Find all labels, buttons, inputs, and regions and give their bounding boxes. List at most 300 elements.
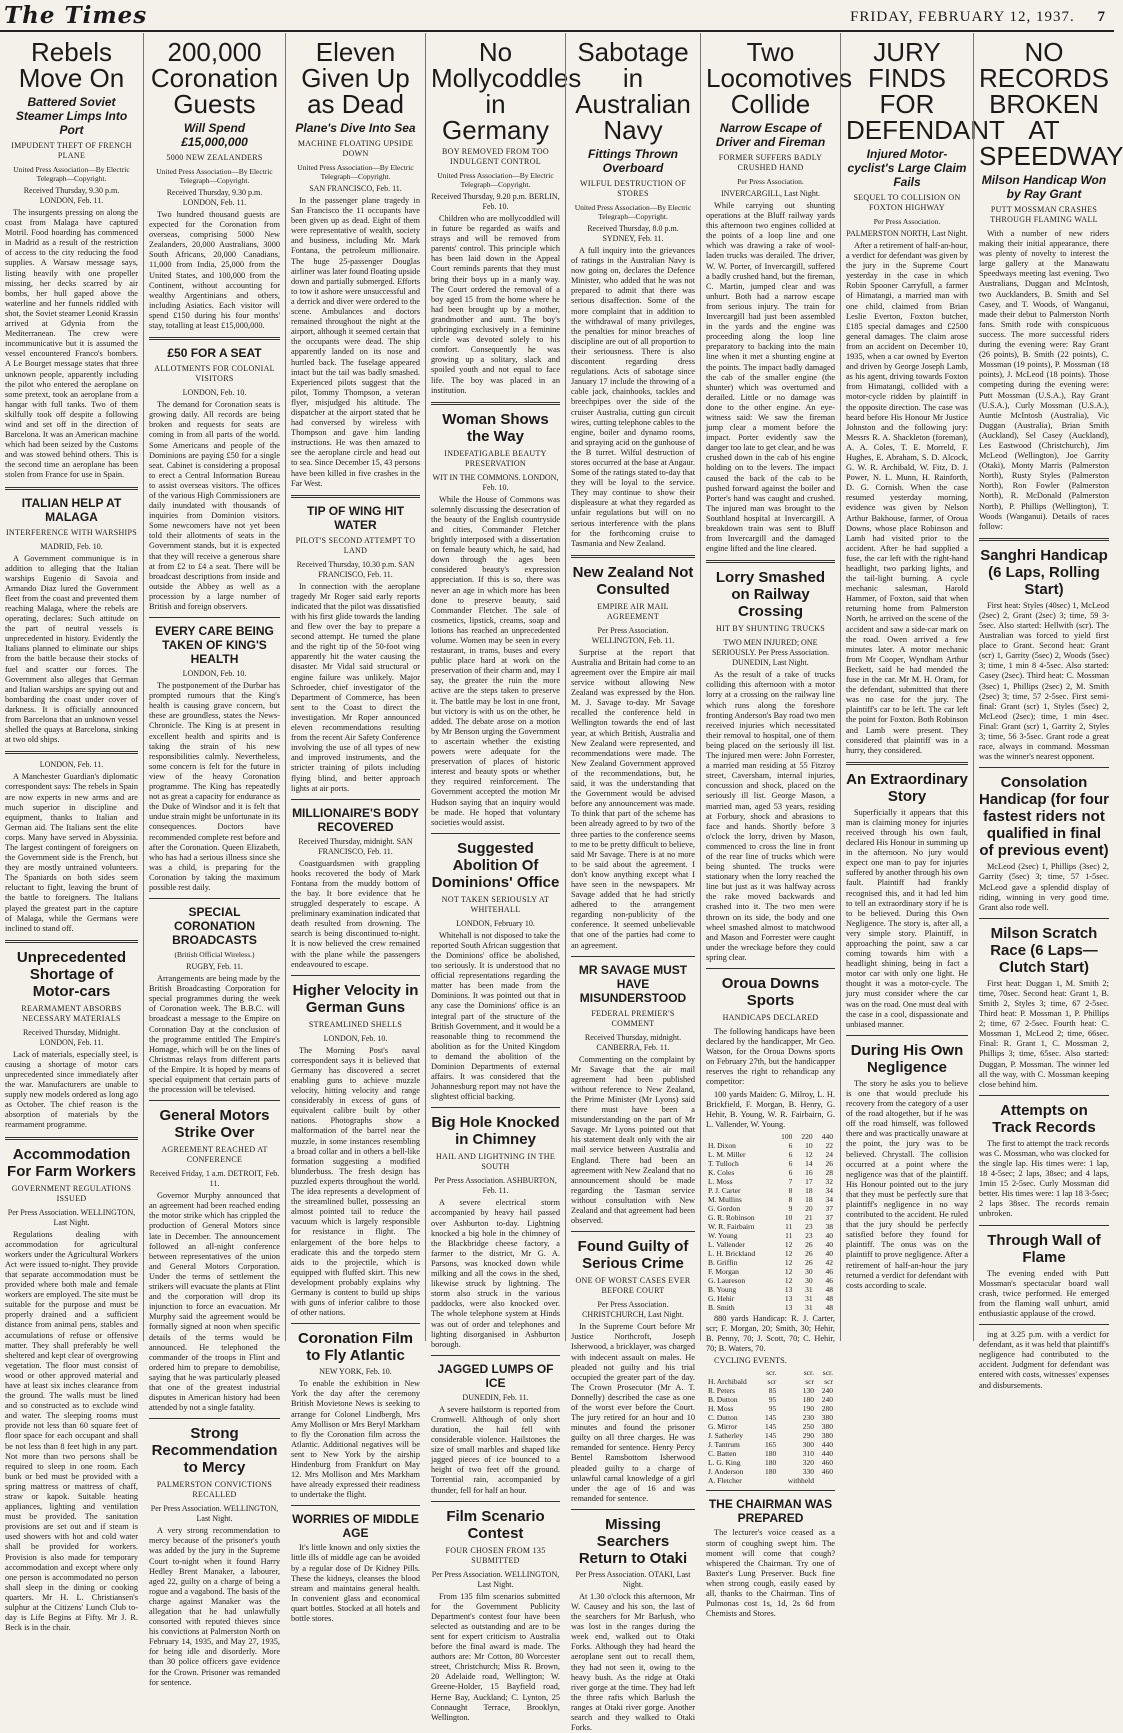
headline: NO RECORDS BROKEN AT SPEEDWAY xyxy=(979,37,1123,171)
article-body: With a number of new riders making their initial appearance, there was plenty of novelty to interest the large gallery at the Manawatu Speedways meeting last evening. Two Australians, Duggan and McIntosh, two Aucklanders, B. Smith and Sel Casey, and T. Woods, of Wanganui, made their debut to Palmerston North fans. Smith rode with conspicuous success. The more successful riders during the evening were: Ray Grant (26 points), B. Smith (22 points), C. Mossman (19 points), P. Mossman (18 points), J. McLeod (18 points). Those competing during the evening were: Putt Mossman (U.S.A.), Ray Grant (U.S.A.), Curly Mossman (U.S.A.), Auntie McIntosh (Australia), Vic Duggan (Australia), Brian Smith (Auckland), Sel Casey (Auckland), Les Eastwood (Christchurch), Jim McLeod (Wellington), Joe Garrity (Otaki), Monty Marris (Palmerston North), Rusty Styles (Palmerston North), Ron Fowler (Palmerston North), R. McDonald (Palmerston North), P. Phillips (Wellington), T. Woods (Wanganui). Details of races follow: xyxy=(979,229,1109,531)
article-body: The following handicaps have been declared by the handicapper, Mr Geo. Watson, for the Oroua Downs sports on February 27th, but the handicapper reserves the right to rehandicap any competitor: xyxy=(706,1027,835,1087)
subheadline: HIT BY SHUNTING TRUCKS xyxy=(716,624,825,634)
article xyxy=(571,555,695,951)
table-cell: 180 xyxy=(802,1395,814,1405)
article-divider xyxy=(291,799,420,800)
article-body: The postponement of the Durbar has prompted rumours that the King's health is causing grave concern, but these are groundless, states the News-Chronicle. The King is at present in excellent health and spirits and is taking the strain of his new responsibilities calmly. Nevertheless, some concern is felt for the future in view of the heavy Coronation programme. The King has repeatedly not as great a capacity for endurance as the Duke of Windsor and it is felt that undue strain might be unfortunate in its consequences. Doctors have recommended complete rest before and after the Coronation. Queen Elizabeth, who has had a serious illness since she was a child, is preparing for the Coronation by taking the maximum possible rest daily. xyxy=(149,681,280,892)
article-divider xyxy=(431,833,560,834)
table-cell xyxy=(816,1476,835,1485)
article xyxy=(979,918,1109,1090)
column-7 xyxy=(840,33,1005,1341)
headline: TIP OF WING HIT WATER xyxy=(306,503,405,532)
article-body: The story he asks you to believe is one that would preclude his recovery from the category of a user of the road altogether, but if he was off the road himself, was followed there and was practically unaware at the point, the jury was to be believed. Chrystall. The collision occurred at a point where the negligence was that of the plaintiff. His Honour pointed out to the jury that they must be perfectly sure that plaintiff's negligence in no way contributed to the accident. He ruled that the jury should be perfectly satisfied before they found for plaintiff. The onus was on the plaintiff to prove negligence. After a retirement of half-an-hour the jury returned a verdict for defendant with costs according to scale. xyxy=(846,1078,968,1290)
article xyxy=(431,402,560,828)
table-cell: C. Dutton xyxy=(708,1413,738,1423)
article-divider xyxy=(149,337,280,340)
article-divider xyxy=(979,918,1109,919)
headline: Sanghri Handicap (6 Laps, Rolling Start) xyxy=(980,546,1108,598)
table-cell: scr xyxy=(824,1377,833,1387)
article-body: The evening ended with Putt Mossman's spectacular board wall crash, twice performed. He emerged from the flaming wall unhurt, amid enthusiastic applause of the crowd. xyxy=(979,1268,1109,1318)
article-body: Surprise at the report that Australia and Britain had come to an agreement over the Empire air mail service without allowing New Zealand was expressed by the Hon. M. J. Savage to-day. Mr Savage recalled the conference held in Wellington towards the end of last year, at which British, Australia and New Zealand were represented, and recommendations were made. The New Zealand Government approved of the recommendations, but, he said, it was the understanding that the Government would be advised before any announcement was made. To think that part of the scheme has been already agreed to by two of the three parties to the conference seems to me to be pretty difficult to believe, said Mr Savage. There is at no more to be said about the agreement. I don't know anything except what I have seen in the newspapers. Mr Savage added that he had strictly adhered to the arrangement regarding non-publicity of the conference. It seemed unbelievable that one of the parties had come to an agreement. xyxy=(571,647,695,950)
headline: Strong Recommendation to Mercy xyxy=(151,1425,278,1477)
subheadline: IMPUDENT THEFT OF FRENCH PLANE xyxy=(11,141,132,160)
subheadline: EMPIRE AIR MAIL AGREEMENT xyxy=(597,601,669,621)
article-divider xyxy=(706,1490,835,1491)
article xyxy=(5,39,138,481)
table-cell: 280 xyxy=(821,1404,833,1414)
subheadline: BOY REMOVED FROM TOO INDULGENT CONTROL xyxy=(442,147,549,166)
table-cell: G. Gordon xyxy=(708,1203,741,1213)
table-cell: 440 xyxy=(821,1449,833,1459)
dateline: Per Press Association. OTAKI, Last Night. xyxy=(575,1569,691,1589)
table-row xyxy=(706,1449,835,1458)
table-cell: 12 xyxy=(784,1275,793,1285)
headline: SPECIAL CORONATION BROADCASTS xyxy=(172,905,257,948)
deck-headline: Fittings Thrown Overboard xyxy=(588,147,678,175)
article-body: Governor Murphy announced that an agreement had been reached ending the motor strike which has crippled the production of General Motors since late in December. The announcement followed an all-night conference between representatives of the union and General Motors Corporation. Under the terms of settlement the strikers will evacuate the plants at Flint and the corporation will drop its injunction to force an evacuation. Mr Murphy said the agreement would be formally signed at noon when specific details of the terms would be announced. He telephoned the commander of the troops in Flint and ordered him to prepare to demobilise, saying that he was particularly pleased that one of the greatest industrial disputes in American history had been attended by not a single fatality. xyxy=(149,1191,280,1413)
table-cell: 380 xyxy=(821,1413,833,1423)
table-cell: 42 xyxy=(825,1257,833,1267)
table-row xyxy=(706,1186,835,1195)
article xyxy=(846,37,1005,756)
table-header-cell: 100 xyxy=(781,1131,793,1141)
subheadline: GOVERNMENT REGULATIONS ISSUED xyxy=(11,1183,132,1203)
article-body: The demand for Coronation seats is growing daily. All records are being broken and requests for seats are coming in from all parts of the world. Some Americans and people of the Dominions are paying £50 for a single seat. Cabinet is considering a proposal to erect a Central Information Bureau to assist overseas visitors. The offices of the various High Commissioners are daily inundated with thousands of inquiries from Dominion visitors. Some newcomers have not yet been told their allotments of seats in the Government stands, but it is expected that they will receive a generous share at from £2 to £4 a seat. There will be broadcast descriptions from inside and outside the Abbey as well as a procession by a large number of British and foreign observers. xyxy=(149,400,280,611)
article xyxy=(5,940,138,1131)
table-cell: G. R. Robinson xyxy=(708,1212,755,1222)
wire-credit: Per Press Association. xyxy=(737,177,804,186)
table-cell: 300 xyxy=(802,1440,814,1450)
article-body: First heat: Duggan 1, M. Smith 2; time, 70sec. Second heat: Grant 1, B. Smith 2, Styles 3; time, 67 2-5sec. Third heat: P. Mossman 1, P. Phillips 2; time, 67 2-5sec. Fourth heat: C. Mossman 1, McLeod 2; time, 66sec. Final: R. Grant 1, C. Mossman 2, Phillips 3; time, 65sec. Also started: Duggan, P. Mossman. The winner led all the way, with C. Mossman keeping close behind him. xyxy=(979,978,1109,1089)
article-body: ing at 3.25 p.m. with a verdict for defendant, as it was held that plaintiff's negligence had contributed to the accident. Judgment for defendant was entered with costs, witnesses' expenses and disbursements. xyxy=(979,1330,1109,1390)
article-body: The lecturer's voice ceased as a storm of coughing swept him. The moment will come that cough? whispered the Chairman. Try one of Baxter's Lung Preserver. Buck fine when strong cough, easily eased by all, thanks to the Chairman. Tins of Pulmonas cost 1s, 1d, 2s 6d from Chemists and Stores. xyxy=(706,1528,835,1619)
table-cell: 34 xyxy=(825,1185,833,1195)
table-cell: 26 xyxy=(805,1257,813,1267)
headline: No Mollycoddles in Germany xyxy=(431,37,582,145)
table-cell: 290 xyxy=(802,1431,814,1441)
dateline: LONDON, Feb. 10. xyxy=(182,388,247,398)
headline: Attempts on Track Records xyxy=(992,1101,1096,1136)
table-cell: 6 xyxy=(788,1149,793,1159)
dateline: LONDON, February 10. xyxy=(456,918,535,928)
table-header-row xyxy=(706,1368,835,1377)
table-cell: 26 xyxy=(825,1158,833,1168)
table-row xyxy=(706,1395,835,1404)
article xyxy=(149,617,280,893)
headline: ITALIAN HELP AT MALAGA xyxy=(21,495,122,524)
table-cell: G. Hehir xyxy=(708,1293,735,1303)
table-cell: 18 xyxy=(805,1185,813,1195)
article xyxy=(149,337,280,612)
table-cell: 145 xyxy=(765,1413,777,1423)
article-divider xyxy=(979,538,1109,541)
article xyxy=(431,37,582,396)
table-cell: 6 xyxy=(788,1158,793,1168)
column-6 xyxy=(700,33,852,1619)
table-cell: 31 xyxy=(805,1302,813,1312)
table-cell: 40 xyxy=(825,1248,833,1258)
headline: Unprecedented Shortage of Motor-cars xyxy=(16,948,127,1000)
article-divider xyxy=(571,1231,695,1232)
article-divider xyxy=(291,975,420,976)
subheadline: WILFUL DESTRUCTION OF STORES xyxy=(580,179,686,198)
article-body: After a retirement of half-an-hour, a verdict for defendant was given by the jury in the Supreme Court yesterday in the case in which Robin Spooner Carryfull, a farmer of Himatangi, a married man with one child, claimed from Brian Leslie Everton, Foxton butcher, £185 special damages and £2500 general damages. The claim arose from an accident on December 10, 1935, when a car owned by Everton and driven by George Joseph Lamb, as his agent, driving towards Foxton from Himatangi, collided with a motor-cycle ridden by plaintiff in the opposite direction. The case was heard before His Honour Mr Justice Johnston and the following jury: Messrs R. A. Shackleton (foreman), A. A. Coles, T. E. Morreld, F. Hughes, E. Abraham, S. D. Alcock, G. W. R. Archibald, W. Fitz, D. J. Power, N. L. Munn, H. Rainforth, D. G. Cornish. When the case resumed yesterday morning, evidence was given by Nelson Arthur Bakhouse, farmer, of Oroua Downs, whose place Robinson and Lamb had visited prior to the accident. After he had supplied a fuse, the car left with the right-hand headlight, two parking lights, and the tail-light burning. A cycle mechanic salesman, Harold Hammer, of Foxton, said that when returning home from Palmerston North, he arrived on the scene of the accident and saw a side-car mark on the road. Owen arrived a few minutes later. A motor mechanic from Mr Cooper, Wyndham Arthur Beckett, said he had mended the fuse in the car. Mr M. H. Oram, for the defendant, submitted that there was no case for the jury. The plaintiff's car to be left. The car left the point for Foxton. Both Robinson and Lamb were present. They considered that plaintiff was in a hurry, they considered. xyxy=(846,241,968,755)
article xyxy=(149,1100,280,1413)
table-cell: 12 xyxy=(784,1239,793,1249)
table-cell: 46 xyxy=(825,1266,833,1276)
article-body: First heat: Styles (40sec) 1, McLeod (2sec) 2, Grant (2sec) 3; time, 59 3-5sec. Also started: Hellwith (scr). The Australian was forced to yield first place to Grant. Second heat: Grant (scr) 1, Garrity (5sec) 2, Woods (5sec) 3; time, 1 min 8 4-5sec. Also started: Casey (2sec). Third heat: C. Mossman (3sec) 1, Phillips (2sec) 2, M. Smith (2sec) 3; time, 57 2-5sec. First semi-final: Grant (scr) 1, Styles (5sec) 2, McLeod (2sec); time, 1 min 4sec. Final: Grant (scr) 1, Garrity 2, Styles 3; time, 56 3-5sec. Grant rode a great race, always in command. Mossman was the winner's nearest opponent. xyxy=(979,600,1109,762)
article-body: Regulations dealing with accommodation for agricultural workers under the Agricultural Workers Act were issued to-night. They provide that separate accommodation must be provided where both male and female workers are employed. The site must be suitable for the purpose and must be properly drained and a sufficient distance from animal pens, stables and accumulations of refuse or offensive matter. They shall preferably be well sheltered and kept clear of overgrowing vegetation. The floor must consist of wood or other approved material and have at least six inches clearance from the ground. The walls must be lined and so constructed as to exclude wind and water. The sleeping rooms must provide not less than 60 square feet of floor space for each occupant and shall be not less than 8 feet high in any part. Not more than two persons shall be required to sleep in one room. Each bunk or bed must be provided with a spring mattress or mattress of chaff, straw or kapok. Suitable heating appliances, lighting and ventilation must be provided. The sanitation provisions are set out and if steam is used showers with hot and cold water shall be provided for workers. Provision is also made for temporary accommodation and except where only one person is accommodated no person shall sleep in the dining or cooking quarters. Mr H. L. Christiansen's sulphur at the Citizens' Lunch Club to-day is Life Begins at Fifty. Mr J. R. Beck is in the chair. xyxy=(5,1229,138,1633)
table-row xyxy=(706,1294,835,1303)
article-body: Children who are mollycoddled will in future be regarded as waifs and strays and will be removed from parents' control. This principle which has been laid down in the Appeal Court reminds parents that they must bring their boys up in a manly way. The Court ordered the removal of a boy aged 15 from the home where he had been brought up by a mother, grandmother and aunt. The boy's upbringing exclusively in a feminine circle was devoted solely to his comfort. Consequently he was growing up a solitary, slack and spoiled youth and not equal to face life. The boy was placed in an institution. xyxy=(431,214,560,395)
table-cell: 230 xyxy=(802,1413,814,1423)
table-header-cell: scr. xyxy=(822,1368,833,1378)
table-cell: H. Dixon xyxy=(708,1140,736,1150)
article-divider xyxy=(5,751,138,754)
headline: WORRIES OF MIDDLE AGE xyxy=(292,1512,419,1541)
table-row xyxy=(706,1431,835,1440)
subheadline: 5000 NEW ZEALANDERS xyxy=(166,153,263,162)
deck-headline: Plane's Dive Into Sea xyxy=(295,121,416,135)
article xyxy=(706,37,852,554)
table-cell: 380 xyxy=(821,1422,833,1432)
article-body: Whitehall is not disposed to take the reported South African suggestion that the Dominions' office be abolished, too seriously. It is understood that no official representations regarding the matter has been made from the Dominions. It was pointed out that in any case the Dominions' office is an integral part of the structure of the British Government, and it would be a reasonable thing to recommend the abolition as for the United Kingdom to demand the abolition of the Dominion Departments of external affairs. It was considered that the Johannesburg report may not have the slightest official backing. xyxy=(431,930,560,1102)
table-row xyxy=(706,1386,835,1395)
article xyxy=(291,799,420,970)
subheadline: FEDERAL PREMIER'S COMMENT xyxy=(591,1008,675,1028)
article-body: As the result of a rake of trucks colliding this afternoon with a motor lorry at a crossing on the railway line which runs along the foreshore fronting Anderson's Bay road two men received injuries which necessitated their removal to hospital, one of them being placed on the seriously ill list. The injured men were: John Forrester, a married man residing at 55 Fitzroy street, Caversham, internal injuries, concussion and shock, placed on the seriously ill list. George Mason, a married man, aged 53 years, residing at Forbury, shock and abrasions to face and hands. Shortly before 3 o'clock the lorry, driven by Mason, commenced to cross the line in front of the rear line of trucks which were being shunted. The trucks were stationary when the lorry reached the line but just as it was halfway across the rake moved backwards and crashed into it. The two men were thrown on its side, the body and one wheel smashed almost to matchwood and Mason and Forrester were caught under the wreckage before they could spring clear. xyxy=(706,670,835,962)
article-divider xyxy=(149,1418,280,1419)
masthead xyxy=(0,0,1114,32)
column-4 xyxy=(425,33,582,1722)
table-cell: 145 xyxy=(765,1431,777,1441)
table-cell: 460 xyxy=(821,1467,833,1477)
sports-table xyxy=(706,1368,835,1485)
article-divider xyxy=(979,767,1109,768)
table-cell: 165 xyxy=(765,1440,777,1450)
article-body: A severe electrical storm accompanied by heavy hail passed over Ashburton to-day. Lightning knocked a big hole in the chimney of the Blackbridge cheese factory, a farmer to the district, Mr G. A. Parsons, was knocked down while milking and all the cows in the shed, likewise struck by lightning. The storm also struck in the various paddocks, were also knocked over. The whole telephone system at Hinds was out of order and telephones and lighting disorganised in Ashburton borough. xyxy=(431,1198,560,1349)
headline: An Extraordinary Story xyxy=(846,770,968,805)
dateline: LONDON, Feb. 10. xyxy=(323,1033,388,1043)
table-cell: 95 xyxy=(768,1404,777,1414)
dateline: Per Press Association. WELLINGTON, Last Night. xyxy=(150,1504,279,1524)
table-cell: 11 xyxy=(785,1230,793,1240)
table-cell: 48 xyxy=(825,1302,833,1312)
table-row xyxy=(706,1404,835,1413)
article-body: Lack of materials, especially steel, is causing a shortage of motor cars unprecedented since immediately after the war. Manufacturers are unable to supply new models ordered as long ago as October. The chief reason is the absorption of materials by the rearmament programme. xyxy=(5,1049,138,1130)
table-cell: B. Griffin xyxy=(708,1257,738,1267)
issue-date: FRIDAY, FEBRUARY 12, 1937. xyxy=(850,9,1075,25)
table-cell: 330 xyxy=(802,1467,814,1477)
dateline: Per Press Association. WELLINGTON, Last Night. xyxy=(431,1569,560,1589)
table-header-cell: 440 xyxy=(821,1131,833,1141)
article-divider xyxy=(431,1501,560,1502)
article xyxy=(5,1137,138,1634)
article-body: A Manchester Guardian's diplomatic correspondent says: The rebels in Spain are now experts in new arms and are much superior in discipline and equipment, thanks to Italian and German aid. The Italians sent the elite corps. Many have served in Abyssinia. The largest contingent of foreigners on the Government side is the French, but they are mostly untrained volunteers. The Spaniards on both sides seem reluctant to fight, leaving the brunt of the battle to foreigners. The Italians played the greatest part in the capture of Malaga, while the Germans were inclined to stand off. xyxy=(5,772,138,933)
article-divider xyxy=(431,1107,560,1108)
article-body: To enable the exhibition in New York the day after the ceremony British Movietone News is seeking to arrange for Colonel Lindbergh, Mrs Amy Mollison or Mrs Beryl Markham to fly the Coronation film across the Atlantic. Additional negatives will be sent to New York by the airship Hindenburg from Frankfurt on May 12. Mrs Mollison and Mrs Markham have already expressed their readiness to undertake the flight. xyxy=(291,1379,420,1500)
table-cell: 9 xyxy=(788,1203,793,1213)
table-cell: P. J. Carter xyxy=(708,1185,741,1195)
table-header-cell: scr. xyxy=(766,1368,777,1378)
wire-credit: (British Official Wireless.) xyxy=(174,950,255,960)
headline: Oroua Downs Sports xyxy=(721,975,820,1009)
table-header-row xyxy=(706,1132,835,1141)
table-cell: 37 xyxy=(825,1203,833,1213)
table-cell: G. Mirror xyxy=(708,1422,738,1432)
table-cell: J. Satherley xyxy=(708,1431,743,1441)
article xyxy=(706,968,835,1088)
table-header-cell: scr. xyxy=(803,1368,814,1378)
table-cell: W. R. Fairbairn xyxy=(708,1221,755,1231)
table-cell: 37 xyxy=(825,1212,833,1222)
article-body: In the Supreme Court before Mr Justice Northcroft, Joseph Isherwood, a bricklayer, was charged with indecent assault on males. He pleaded not guilty and his trial occupied the greater part of the day. The Crown Prosecutor (Mr A. T. Donnelly) described the case as one of the worst ever before the Court. The jury retired for an hour and 10 minutes and found the prisoner guilty on all three charges. He was remanded for sentence. Henry Percy Bentel Ramsbottom Isherwood pleaded guilty to a charge of unlawful carnal knowledge of a girl under the age of 16 and was remanded for sentence. xyxy=(571,1322,695,1503)
dateline: Received Thursday, 9.30 p.m. LONDON, Feb. 11. xyxy=(166,188,263,207)
subheadline: REARMAMENT ABSORBS NECESSARY MATERIALS xyxy=(21,1003,122,1023)
headline: THE CHAIRMAN WAS PREPARED xyxy=(708,1497,833,1526)
table-cell: B. Young xyxy=(708,1284,737,1294)
dateline: DUNEDIN, Feb. 11. xyxy=(462,1392,529,1402)
headline: £50 FOR A SEAT xyxy=(167,346,262,361)
article xyxy=(149,898,280,1095)
article xyxy=(706,560,835,963)
table-cell: M. Mullins xyxy=(708,1194,742,1204)
dateline: Received Friday, 1 a.m. DETROIT, Feb. 11. xyxy=(149,1169,280,1189)
article-body: Commenting on the complaint by Mr Savage that the air mail agreement had been published without reference to New Zealand, the Prime Minister (Mr Lyons) said there must have been a misunderstanding on the part of Mr Savage. Mr Lyons pointed out that his statement dealt only with the air mail service between Australia and England. There had been an agreement with New Zealand that no announcement should be made regarding the Tasman service without consultation with New Zealand and that agreement had been observed. xyxy=(571,1054,695,1226)
table-cell: 8 xyxy=(788,1185,793,1195)
headline: Missing Searchers Return to Otaki xyxy=(578,1515,688,1567)
table-cell: 11 xyxy=(785,1221,793,1231)
dateline: LONDON, Feb. 11. xyxy=(39,760,104,770)
article-body: The insurgents pressing on along the coast from Malaga have captured Motril. Food hoarding has commenced in Madrid as a result of the restriction of access to the city reducing the food supplies. A Warsaw message says, listing heavily with one propeller missing, her decks scarred by air bombs, her hull gaped above the waterline and her funnels riddled with shot, the Soviet steamer Leonid Krassin arrived at Gdynia from the Mediterranean. The crew were incommunicative but it is assumed the vessel encountered Franco's bombers. A Le Bourget message states that three unknown people, apparently including the pilot who entered the aeroplane on some pretext, took an aeroplane from a hangar with full tanks. Two of them skilfully took off despite a following wind and set off in the direction of Barcelona. It was an American machine which had been seized by the Customs and was stowed behind others. This is the second time an aeroplane has been stolen from France for use in Spain. xyxy=(5,208,138,480)
dateline: INVERCARGILL, Last Night. xyxy=(720,189,821,198)
article-divider xyxy=(5,940,138,943)
subheadline: FORMER SUFFERS BADLY CRUSHED HAND xyxy=(718,153,823,172)
table-cell: 380 xyxy=(821,1431,833,1441)
subheadline: ALLOTMENTS FOR COLONIAL VISITORS xyxy=(154,364,275,384)
column-1 xyxy=(0,33,143,1633)
dateline: WIT IN THE COMMONS. LONDON, Feb. 10. xyxy=(432,472,559,492)
article xyxy=(291,1505,420,1624)
table-cell: L. G. King xyxy=(708,1458,741,1468)
headline: Two Locomotives Collide xyxy=(706,37,852,119)
column-2 xyxy=(143,33,285,1687)
table-cell: 24 xyxy=(825,1149,833,1159)
headline: Through Wall of Flame xyxy=(987,1231,1101,1266)
table-cell: L. Moss xyxy=(708,1176,733,1186)
table-cell: 13 xyxy=(784,1302,793,1312)
wire-credit: United Press Association—By Electric Telegraph—Copyright. xyxy=(156,167,273,185)
article-divider xyxy=(5,487,138,490)
headline: Sabotage in Australian Navy xyxy=(575,37,691,145)
table-cell: 460 xyxy=(821,1458,833,1468)
article-divider xyxy=(149,898,280,899)
article xyxy=(979,538,1109,763)
headline: 200,000 Coronation Guests xyxy=(150,37,279,119)
table-cell: 18 xyxy=(805,1194,813,1204)
article-body: McLeod (2sec) 1, Phillips (3sec) 2, Garrity (5sec) 3; time, 57 1-5sec. McLeod gave a splendid display of riding, winning in very good time. Grant also rode well. xyxy=(979,862,1109,912)
table-cell: 180 xyxy=(765,1458,777,1468)
subheadline: ONE OF WORST CASES EVER BEFORE COURT xyxy=(575,1276,691,1296)
masthead-title: The Times xyxy=(4,2,148,29)
table-cell: H. Archibald xyxy=(708,1377,747,1387)
table-row xyxy=(706,1141,835,1150)
article xyxy=(979,1324,1109,1391)
table-cell: 240 xyxy=(821,1386,833,1396)
dateline: RUGBY, Feb. 11. xyxy=(186,962,243,972)
table-cell: T. Tulloch xyxy=(708,1158,739,1168)
article-body: The first to attempt the track records was C. Mossman, who was clocked for the single lap. His times were: 1 lap, 18 4-5sec; 2 laps, 38sec; and 4 laps, 1min 15 2-5sec. Curly Mossman did better. His times were: 1 lap 18 3-5sec; 2 laps 38sec. The records remain unbroken. xyxy=(979,1138,1109,1219)
headline: Rebels Move On xyxy=(18,37,125,93)
table-cell: 22 xyxy=(825,1140,833,1150)
table-cell: 13 xyxy=(784,1284,793,1294)
article-body: In connection with the aeroplane tragedy Mr Roger said early reports indicated that the pilot was dissatisfied with his first glide towards the landing and flew over the bay to prepare a second attempt. He turned the plane and the right tip of the 50-foot wing apparently hit the water causing the disaster. Mr Vidal said structural or engine failure was unlikely. Major Schroeder, chief investigator of the Department of Commerce, has been sent to the Coast to direct the investigation. Mr Roper announced eleven recommendations resulting from the recent Air Safety Conference involving the use of all types of new and improved instruments, and the stricter training of pilots including flying blind, and better approach lights at air ports. xyxy=(291,581,420,793)
article xyxy=(431,1355,560,1496)
table-cell: 180 xyxy=(765,1449,777,1459)
wire-credit: Per Press Association. xyxy=(873,217,941,226)
article-divider xyxy=(846,1035,968,1036)
table-row xyxy=(706,1168,835,1177)
article xyxy=(846,1035,968,1291)
table-cell: withheld xyxy=(787,1476,814,1486)
table-row xyxy=(706,1150,835,1159)
page-number: 7 xyxy=(1097,9,1106,25)
article-divider xyxy=(846,762,968,765)
table-cell: 26 xyxy=(805,1239,813,1249)
article-divider xyxy=(5,1137,138,1140)
headline: Coronation Film to Fly Atlantic xyxy=(298,1330,413,1365)
sports-table-note: 880 yards Handicap: R. J. Carter, scr; F. Morgan, 20; Smith, 30; Hehir, B. Penny, 70; J. Scott, 70; C. Hehir, 70; B. Waters, 70. xyxy=(706,1313,835,1354)
table-cell: 17 xyxy=(805,1176,813,1186)
wire-credit: United Press Association—By Electric Telegraph—Copyright. xyxy=(437,171,554,189)
article-divider xyxy=(149,617,280,618)
table-row xyxy=(706,1249,835,1258)
dateline: Per Press Association. ASHBURTON, Feb. 11. xyxy=(434,1176,557,1196)
table-row xyxy=(706,1195,835,1204)
table-cell: 320 xyxy=(802,1458,814,1468)
subheadline: SEQUEL TO COLLISION ON FOXTON HIGHWAY xyxy=(853,193,961,212)
article xyxy=(846,762,968,1030)
dateline: SAN FRANCISCO, Feb. 11. xyxy=(309,184,402,193)
table-cell: J. Tantrum xyxy=(708,1440,740,1450)
table-cell: 190 xyxy=(802,1404,814,1414)
table-cell: 16 xyxy=(805,1167,813,1177)
dateline: Received Thursday, midnight. SAN FRANCISCO, Feb. 11. xyxy=(298,836,413,856)
article xyxy=(979,1095,1109,1220)
subheadline: NOT TAKEN SERIOUSLY AT WHITEHALL xyxy=(441,894,550,914)
table-cell: 12 xyxy=(805,1149,813,1159)
article-divider xyxy=(291,1505,420,1506)
table-cell: scr xyxy=(767,1377,777,1387)
article-divider xyxy=(706,968,835,969)
article xyxy=(291,975,420,1319)
table-row xyxy=(706,1240,835,1249)
article-body: While the House of Commons was solemnly discussing the desecration of the beauty of the English countryside and cities, Commander Fletcher brightly interposed with a dissertation on female beauty which, he said, had down through the ages been considered beauty's expression appreciation. If this is so, there was never an age in which more has been done to preserve beauty, said Commander Fletcher. The sale of cosmetics, lipstick, creams, soap and lotions has reached an unprecedented volume. Women may be seen in every restaurant, in trams, buses and every public place hard at work on the preservation of their charm and, may I say, the greater the ruin the more active are the steps taken to preserve it. The battle may be lost in one front, but victory is with us on the other, he added. The debate arose on a motion by Mr Benson urging the Government to ascertain whether the existing powers were adequate for the preservation of places of historic interest and beauty spots or whether they required reinforcement. The Government accepted the motion Mr Hudson saying that an inquiry would be made. He hoped that voluntary societies would assist. xyxy=(431,494,560,827)
table-cell: W. Young xyxy=(708,1230,738,1240)
article-divider xyxy=(706,560,835,563)
table-row xyxy=(706,1204,835,1213)
table-cell: 130 xyxy=(802,1386,814,1396)
subheadline: INTERFERENCE WITH WARSHIPS xyxy=(5,527,138,537)
table-cell: 7 xyxy=(788,1176,793,1186)
table-header-cell xyxy=(706,1368,759,1377)
table-cell: 250 xyxy=(802,1422,814,1432)
subheadline: HAIL AND LIGHTNING IN THE SOUTH xyxy=(435,1152,556,1172)
table-row xyxy=(706,1458,835,1467)
subheadline: INDEFATIGABLE BEAUTY PRESERVATION xyxy=(444,448,547,468)
article xyxy=(431,1107,560,1349)
table-cell: 21 xyxy=(805,1212,813,1222)
table-row xyxy=(706,1213,835,1222)
table-row xyxy=(706,1222,835,1231)
article xyxy=(706,1490,835,1619)
headline: EVERY CARE BEING TAKEN OF KING'S HEALTH xyxy=(155,624,274,667)
table-cell: 10 xyxy=(784,1212,793,1222)
table-cell: 38 xyxy=(825,1221,833,1231)
table-row xyxy=(706,1303,835,1312)
dateline: NEW YORK, Feb. 10. xyxy=(319,1367,392,1377)
column-8 xyxy=(973,33,1123,1390)
wire-credit: United Press Association—By Electric Telegraph—Copyright. xyxy=(297,163,414,181)
article-divider xyxy=(979,1225,1109,1226)
headline: Eleven Given Up as Dead xyxy=(301,37,410,119)
table-cell: 180 xyxy=(765,1467,777,1477)
table-row xyxy=(706,1476,835,1485)
article xyxy=(979,1225,1109,1319)
table-header-cell: 220 xyxy=(801,1131,813,1141)
article-body: Superficially it appears that this man is claiming money for injuries received through his own fault, declared His Honour in summing up in the afternoon. No jury would expect one man to pay for injuries suffered by another through his own fault. Plaintiff had frankly recognised this, and it had led him to tell an extraordinary story if he is to be believed. During this Own Negligence. The story is, after all, a very simple story. Plaintiff, in approaching the point, saw a car coming towards him with a headlight shining, being in fact a motor car with only one light. He thought it was a motor-cycle. The jury must consider where the car was on the road. One must deal with the case in a cool, dispassionate and unbiased manner. xyxy=(846,807,968,1029)
headline: Milson Scratch Race (6 Laps—Clutch Start) xyxy=(990,924,1098,976)
deck-headline: Milson Handicap Won by Ray Grant xyxy=(981,173,1107,201)
article xyxy=(5,751,138,934)
table-cell: 13 xyxy=(784,1293,793,1303)
table-cell: 40 xyxy=(825,1230,833,1240)
table-cell: 85 xyxy=(768,1386,777,1396)
table-row xyxy=(706,1159,835,1168)
table-cell: G. Laureson xyxy=(708,1275,746,1285)
sports-table xyxy=(706,1132,835,1312)
table-cell: 48 xyxy=(825,1284,833,1294)
subheadline: PALMERSTON CONVICTIONS RECALLED xyxy=(156,1480,273,1500)
dateline: MADRID, Feb. 10. xyxy=(40,541,103,551)
article-body: Two hundred thousand guests are expected for the Coronation from overseas, comprising 5000 New Zealanders, 20,000 Australians, 3000 South Africans, 20,000 Canadians, 11,000 from India, 25,000 from the United States, and 100,000 from the Continent, without accounting for wealthy Argentinians and others, including Asiatics. Each visitor will spend £150 during his four months' stay, totalling at least £15,000,000. xyxy=(149,210,280,331)
headline: MR SAVAGE MUST HAVE MISUNDERSTOOD xyxy=(578,962,688,1005)
table-cell: 23 xyxy=(805,1230,813,1240)
table-cell: L. M. Miller xyxy=(708,1149,746,1159)
table-cell: C. Batten xyxy=(708,1449,737,1459)
article-divider xyxy=(431,1355,560,1356)
table-cell: 30 xyxy=(805,1275,813,1285)
table-cell: 32 xyxy=(825,1176,833,1186)
headline: JURY FINDS FOR DEFENDANT xyxy=(846,37,1005,145)
table-cell: J. Anderson xyxy=(708,1467,744,1477)
article-divider xyxy=(431,402,560,405)
table-row xyxy=(706,1177,835,1186)
dateline: LONDON, Feb. 10. xyxy=(182,669,247,679)
headline: General Motors Strike Over xyxy=(159,1107,270,1142)
table-cell: 8 xyxy=(788,1194,793,1204)
table-cell: 40 xyxy=(825,1239,833,1249)
subheadline: AGREEMENT REACHED AT CONFERENCE xyxy=(161,1145,268,1165)
subheadline: STREAMLINED SHELLS xyxy=(308,1019,403,1029)
headline: Film Scenario Contest xyxy=(446,1507,545,1542)
table-row xyxy=(706,1267,835,1276)
article xyxy=(571,956,695,1227)
article-divider xyxy=(571,555,695,558)
headline: Lorry Smashed on Railway Crossing xyxy=(715,569,826,621)
subheadline: HANDICAPS DECLARED xyxy=(722,1013,819,1022)
headline: Higher Velocity in German Guns xyxy=(292,981,419,1016)
